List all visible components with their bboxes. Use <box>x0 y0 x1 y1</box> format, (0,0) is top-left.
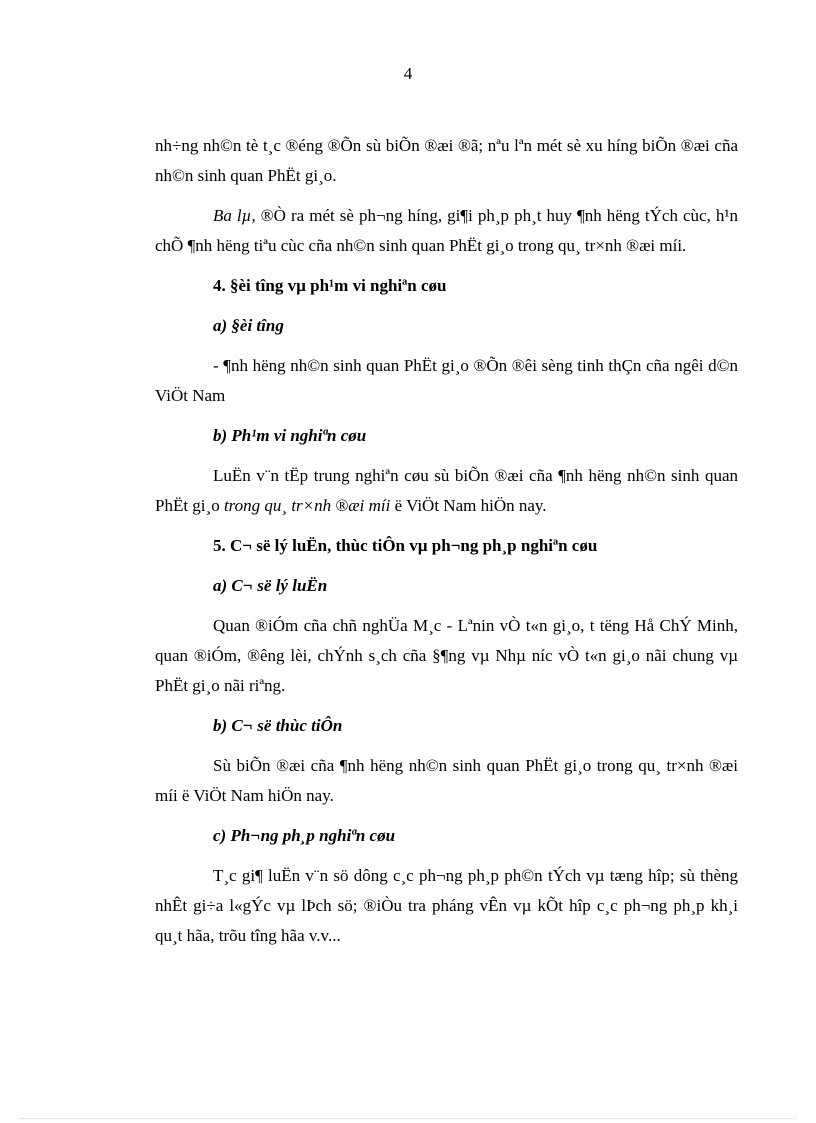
paragraph-text: ë ViÖt Nam hiÖn nay. <box>390 496 547 515</box>
page-divider <box>20 1118 796 1119</box>
paragraph: T¸c gi¶ luËn v¨n sö dông c¸c ph¬ng ph¸p ph©n tÝch vµ tæng hîp; sù thèng nhÊt gi÷a l«gÝc vµ lÞch sö; ®iÒu tra pháng vÊn vµ kÕt hîp c¸c ph¬ng ph¸p kh¸i qu¸t hãa, trõu tîng hãa v.v... <box>155 866 738 945</box>
subsection-heading: a) §èi tîng <box>213 316 284 335</box>
paragraph: Sù biÕn ®æi cña ¶nh hëng nh©n sinh quan PhËt gi¸o trong qu¸ tr×nh ®æi míi ë ViÖt Nam hiÖn nay. <box>155 756 738 805</box>
paragraph-italic-text: trong qu¸ tr×nh ®æi míi <box>223 496 391 515</box>
paragraph: nh÷ng nh©n tè t¸c ®éng ®Õn sù biÕn ®æi ®ã; nªu lªn mét sè xu híng biÕn ®æi cña nh©n sinh quan PhËt gi¸o. <box>155 136 738 185</box>
paragraph-text: ®Ò ra mét sè ph¬ng híng, gi¶i ph¸p ph¸t huy ¶nh hëng tÝch cùc, h¹n chÕ ¶nh hëng tiªu cùc cña nh©n sinh quan PhËt gi¸o trong qu¸ tr×nh ®æi míi. <box>155 206 738 255</box>
page-number: 4 <box>403 64 413 83</box>
section-heading: 5. C¬ së lý luËn, thùc tiÔn vµ ph¬ng ph¸p nghiªn cøu <box>213 536 598 555</box>
subsection-heading: a) C¬ së lý luËn <box>213 576 328 595</box>
paragraph <box>155 461 738 521</box>
section-heading: 4. §èi tîng vµ ph¹m vi nghiªn cøu <box>213 276 447 295</box>
paragraph-text: LuËn v¨n tËp trung nghiªn cøu sù biÕn ®æi cña ¶nh hëng nh©n sinh quan PhËt gi¸o <box>155 466 738 515</box>
paragraph: - ¶nh hëng nh©n sinh quan PhËt gi¸o ®Õn ®êi sèng tinh thÇn cña ngêi d©n ViÖt Nam <box>155 356 738 405</box>
paragraph-lead: Ba lµ, <box>213 206 256 225</box>
subsection-heading: b) Ph¹m vi nghiªn cøu <box>213 426 367 445</box>
subsection-heading: c) Ph¬ng ph¸p nghiªn cøu <box>213 826 396 845</box>
document-body <box>155 131 738 961</box>
paragraph <box>155 201 738 261</box>
paragraph: Quan ®iÓm cña chñ nghÜa M¸c - Lªnin vÒ t«n gi¸o, t tëng Hå ChÝ Minh, quan ®iÓm, ®êng lèi, chÝnh s¸ch cña §¶ng vµ Nhµ níc vÒ t«n gi¸o nãi chung vµ PhËt gi¸o nãi riªng. <box>155 616 738 695</box>
subsection-heading: b) C¬ së thùc tiÔn <box>213 716 343 735</box>
